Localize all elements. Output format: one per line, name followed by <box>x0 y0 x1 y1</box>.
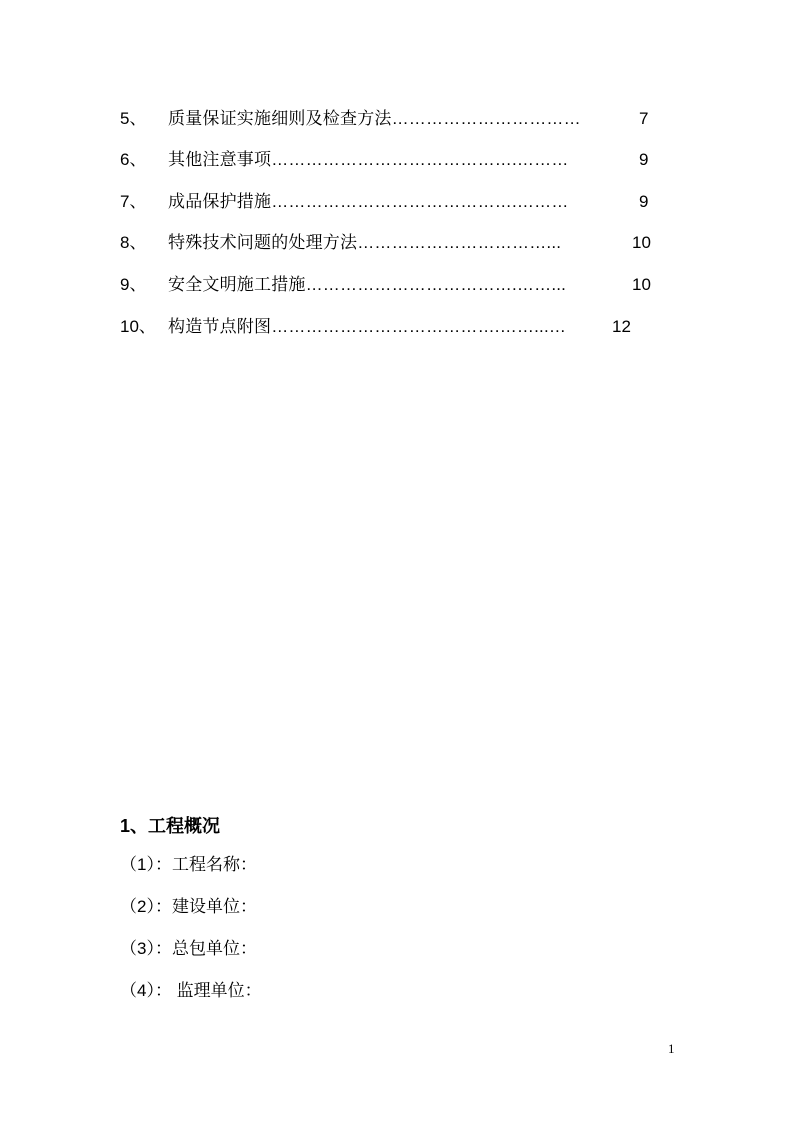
toc-page-number: 10 <box>632 275 651 294</box>
toc-row[interactable] <box>0 315 794 339</box>
toc-page-number: 9 <box>639 192 649 211</box>
toc-row[interactable] <box>0 107 794 131</box>
toc-row[interactable] <box>0 231 794 255</box>
toc-page-number: 9 <box>639 150 649 169</box>
toc-page-number: 7 <box>639 109 649 128</box>
toc-page-number: 12 <box>612 317 631 336</box>
toc-title: 构造节点附图………………………………….……...… <box>168 317 567 336</box>
section-heading: 1、工程概况 <box>120 816 221 836</box>
toc-row[interactable] <box>0 190 794 214</box>
toc-number: 7、 <box>120 192 147 211</box>
toc-title: 安全文明施工措施……………………………….……... <box>168 275 567 294</box>
project-info-item: （3）：总包单位： <box>120 939 257 958</box>
toc-number: 5、 <box>120 109 147 128</box>
project-info-item: （2）：建设单位： <box>120 897 257 916</box>
toc-title: 特殊技术问题的处理方法……………………………... <box>168 233 562 252</box>
project-info-item: （1）：工程名称： <box>120 855 257 874</box>
toc-row[interactable] <box>0 148 794 172</box>
toc-number: 8、 <box>120 233 147 252</box>
toc-title: 其他注意事项…………………………………….……… <box>168 150 569 169</box>
toc-number: 9、 <box>120 275 147 294</box>
page-number: 1 <box>668 1041 675 1056</box>
toc-number: 6、 <box>120 150 147 169</box>
toc-number: 10、 <box>120 317 156 336</box>
toc-title: 成品保护措施…………………………………….……… <box>168 192 569 211</box>
toc-title: 质量保证实施细则及检查方法…………………………… <box>168 109 581 128</box>
toc-page-number: 10 <box>632 233 651 252</box>
toc-row[interactable] <box>0 273 794 297</box>
project-info-item: （4）： 监理单位： <box>120 981 262 1000</box>
